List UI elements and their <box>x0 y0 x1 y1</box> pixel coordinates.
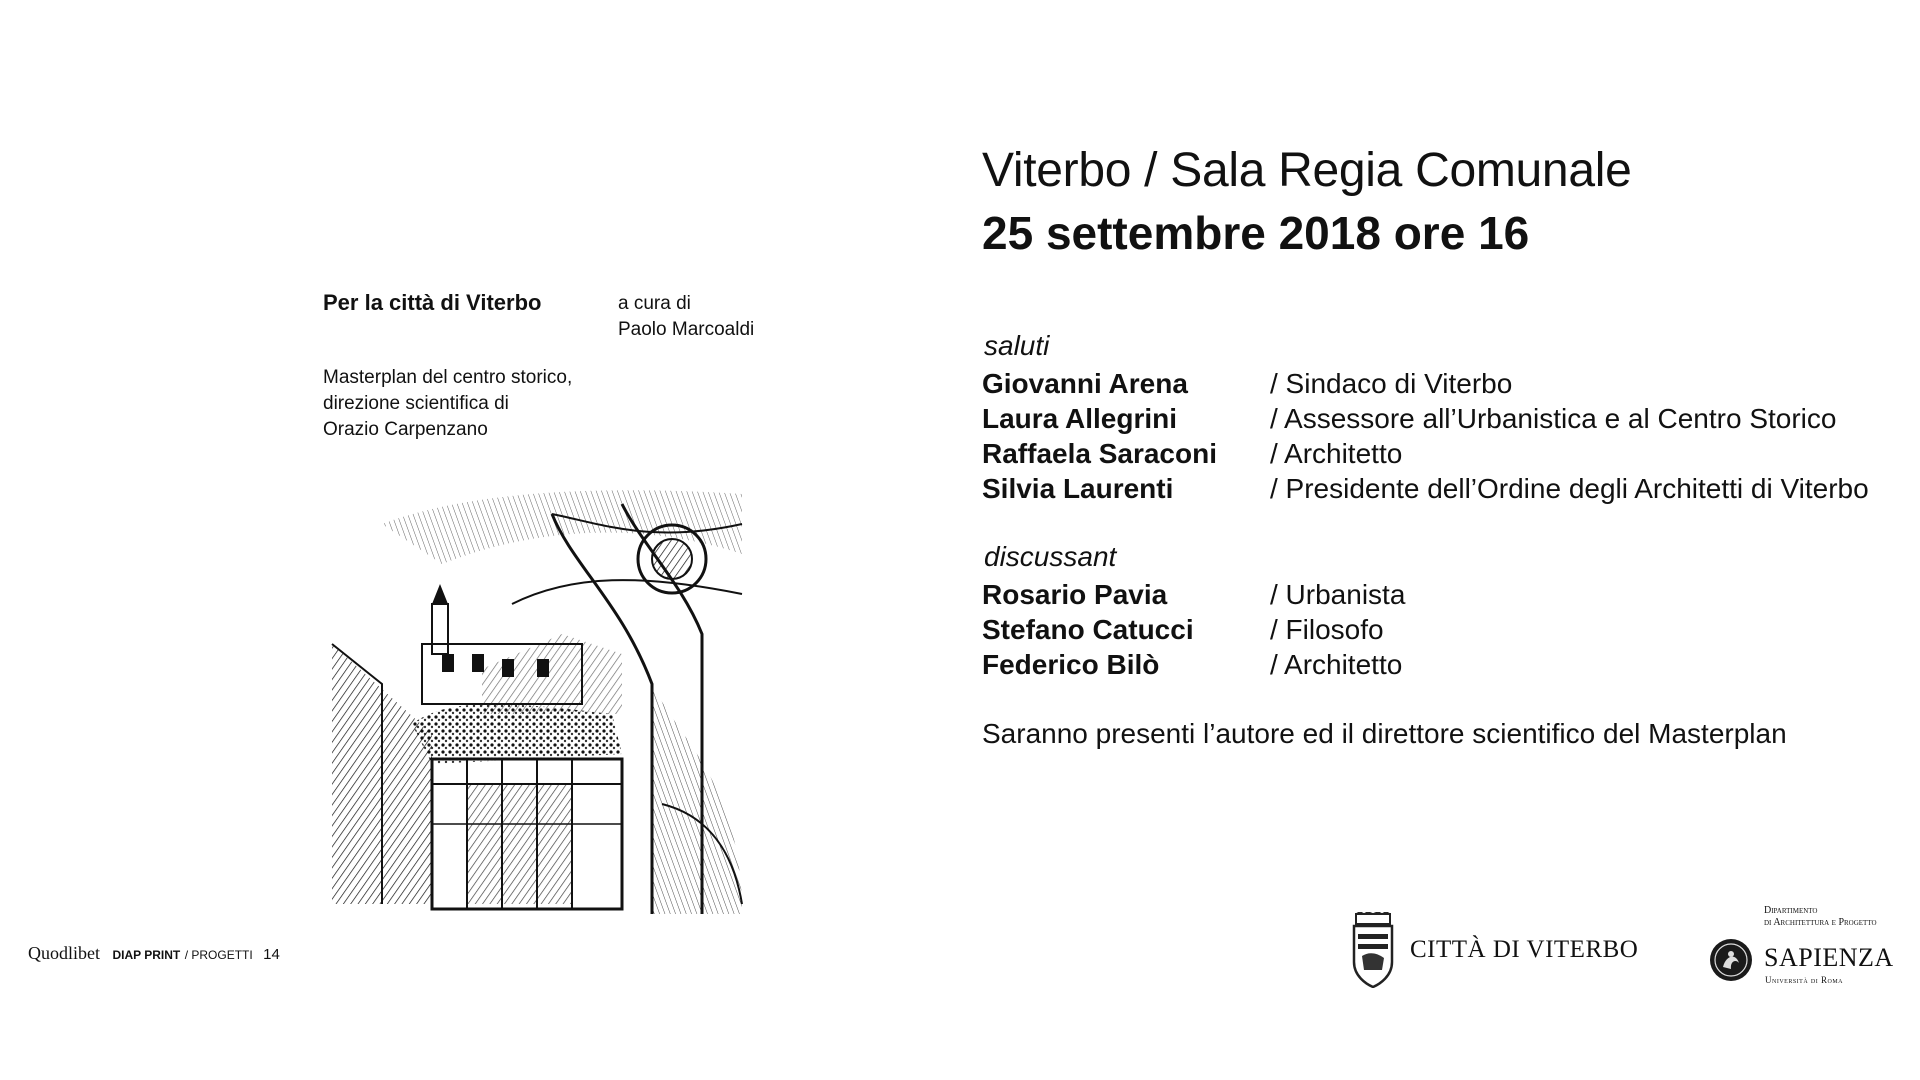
person-role: / Filosofo <box>1270 613 1384 645</box>
person-role: / Presidente dell’Ordine degli Architetti di Viterbo <box>1270 472 1869 504</box>
series-publisher: Quodlibet <box>28 943 100 963</box>
person-name: Giovanni Arena <box>982 367 1188 399</box>
person-role: / Sindaco di Viterbo <box>1270 367 1513 399</box>
list-item <box>982 436 1869 471</box>
series-collection: / PROGETTI <box>184 948 253 962</box>
event-venue: Viterbo / Sala Regia Comunale <box>982 144 1632 197</box>
university-seal-icon <box>1708 937 1754 983</box>
sapienza-subtitle: Università di Roma <box>1765 975 1843 985</box>
series-name: DIAP PRINT <box>112 948 181 962</box>
list-item <box>982 401 1869 436</box>
person-role: / Urbanista <box>1270 578 1406 610</box>
person-role: / Architetto <box>1270 437 1403 469</box>
greetings-label: saluti <box>984 330 1050 361</box>
coat-of-arms-icon <box>1350 912 1396 988</box>
list-item <box>982 612 1405 647</box>
list-item <box>982 366 1869 401</box>
department-line-1: Dipartimento <box>1764 905 1818 916</box>
department-line-2: di Architettura e Progetto <box>1764 917 1877 928</box>
curator-label: a cura di <box>618 293 691 314</box>
person-role: / Assessore all’Urbanistica e al Centro Storico <box>1270 402 1837 434</box>
list-item <box>982 647 1405 682</box>
closing-note: Saranno presenti l’autore ed il direttore scientifico del Masterplan <box>982 718 1787 749</box>
person-name: Rosario Pavia <box>982 578 1168 610</box>
department-name <box>1764 905 1877 929</box>
event-date: 25 settembre 2018 ore 16 <box>982 207 1530 259</box>
citta-di-viterbo-logo <box>1350 912 1638 988</box>
curator-name: Paolo Marcoaldi <box>618 319 755 340</box>
person-name: Stefano Catucci <box>982 613 1194 645</box>
greetings-list <box>982 366 1869 506</box>
book-series <box>28 943 280 964</box>
person-name: Raffaela Saraconi <box>982 437 1217 469</box>
person-name: Federico Bilò <box>982 648 1160 680</box>
discussant-list <box>982 577 1405 682</box>
viterbo-logo-text: CITTÀ DI VITERBO <box>1410 936 1639 963</box>
person-role: / Architetto <box>1270 648 1403 680</box>
person-name: Silvia Laurenti <box>982 472 1174 504</box>
subtitle-line-2: direzione scientifica di <box>323 393 509 414</box>
book-curator <box>618 291 754 343</box>
person-name: Laura Allegrini <box>982 402 1178 434</box>
sapienza-name: SAPIENZA <box>1764 943 1894 972</box>
subtitle-line-1: Masterplan del centro storico, <box>323 367 573 388</box>
book-title: Per la città di Viterbo <box>323 290 542 315</box>
list-item <box>982 471 1869 506</box>
subtitle-line-3: Orazio Carpenzano <box>323 419 488 440</box>
series-number: 14 <box>263 946 280 963</box>
discussant-label: discussant <box>984 541 1117 572</box>
book-subtitle <box>323 365 572 443</box>
cover-sketch-illustration <box>322 484 750 918</box>
list-item <box>982 577 1405 612</box>
